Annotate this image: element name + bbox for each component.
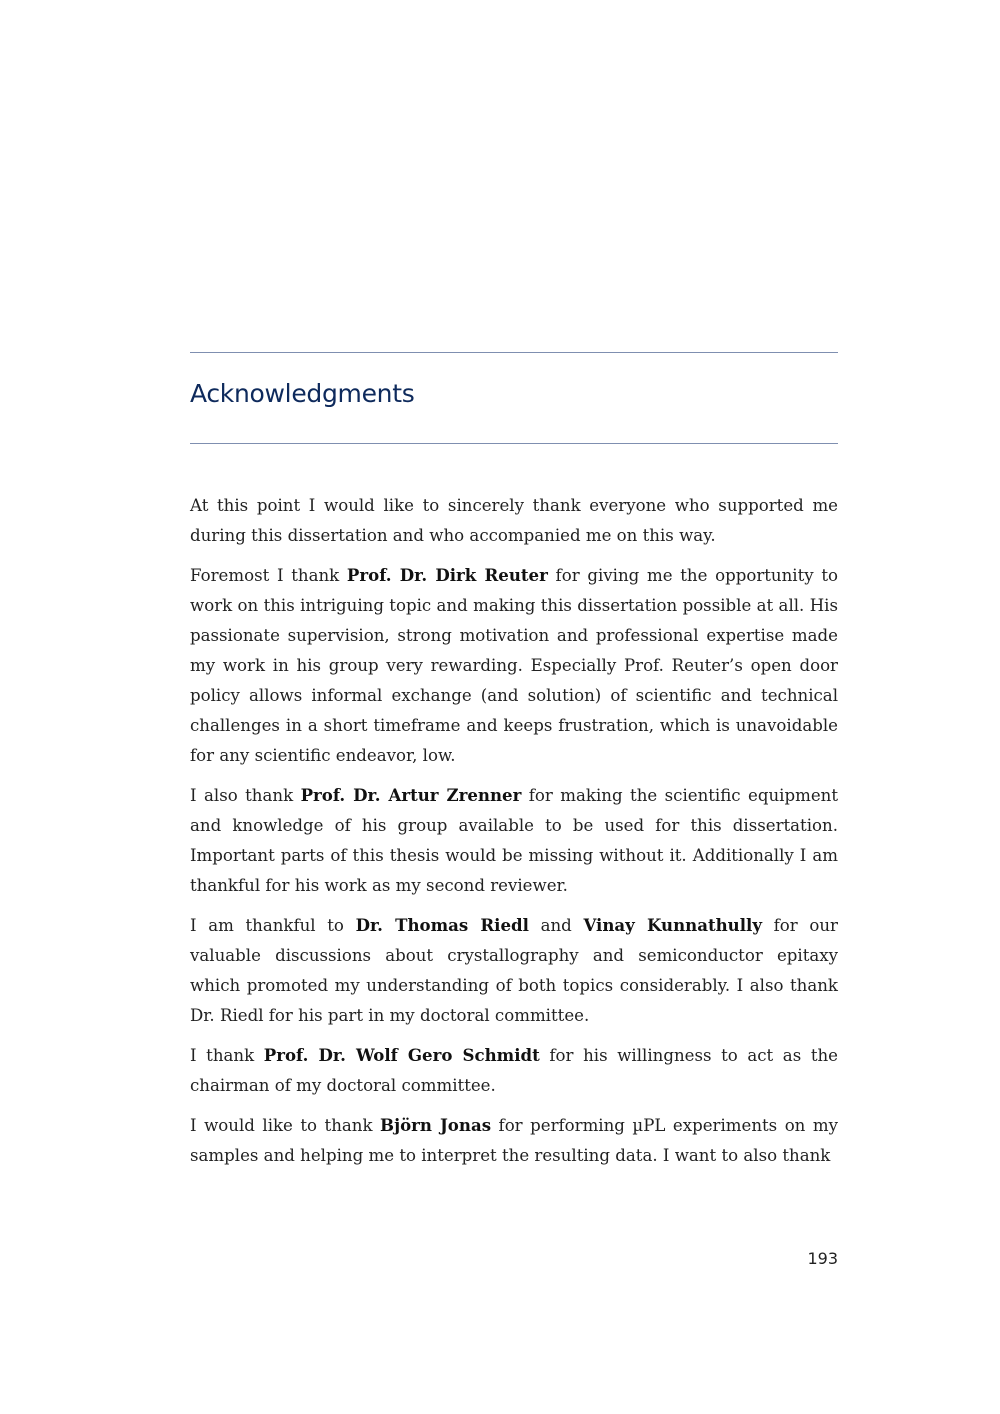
paragraph [190,491,838,551]
paragraph-text: I also thank [190,786,301,805]
paragraph [190,1110,838,1171]
chapter-rule-top [190,352,838,353]
paragraph-text: Foremost I thank [190,566,347,585]
paragraph [190,560,838,771]
chapter-rule-bottom [190,443,838,444]
acknowledgments-body [190,491,838,1180]
person-name: Björn Jonas [380,1115,492,1135]
paragraph-text: I thank [190,1046,264,1065]
person-name: Prof. Dr. Wolf Gero Schmidt [263,1045,540,1065]
person-name: Dr. Thomas Riedl [355,915,529,935]
person-name: Prof. Dr. Artur Zrenner [300,785,522,805]
paragraph-text: for our valuable discussions about crystallography and semiconductor epitaxy which promoted my understanding of both topics considerably. I also thank Dr. Riedl for his part in my doctoral committee. [190,916,838,1025]
paragraph-text: At this point I would like to sincerely thank everyone who supported me during this dissertation and who accompanied me on this way. [190,496,838,545]
paragraph-text: for performing µPL experiments on my samples and helping me to interpret the resulting data. I want to also thank [190,1116,838,1165]
person-name: Prof. Dr. Dirk Reuter [346,565,548,585]
paragraph-text: and [528,916,584,935]
paragraph-text: for making the scientific equipment and knowledge of his group available to be used for this dissertation. Important parts of this thesis would be missing without it. Additionally I am thankful for his work as my second reviewer. [190,786,839,895]
paragraph-text: for giving me the opportunity to work on this intriguing topic and making this dissertation possible at all. His passionate supervision, strong motivation and professional expertise made my work in his group very rewarding. Especially Prof. Reuter’s open door policy allows informal exchange (and solution) of scientific and technical challenges in a short timeframe and keeps frustration, which is unavoidable for any scientific endeavor, low. [190,566,839,765]
paragraph-text: for his willingness to act as the chairman of my doctoral committee. [190,1046,839,1095]
person-name: Vinay Kunnathully [583,915,762,935]
paragraph [190,1040,838,1101]
paragraph [190,780,838,901]
chapter-title: Acknowledgments [190,379,415,408]
page-number: 193 [807,1249,838,1268]
paragraph [190,910,838,1031]
paragraph-text: I would like to thank [190,1116,381,1135]
paragraph-text: I am thankful to [190,916,356,935]
